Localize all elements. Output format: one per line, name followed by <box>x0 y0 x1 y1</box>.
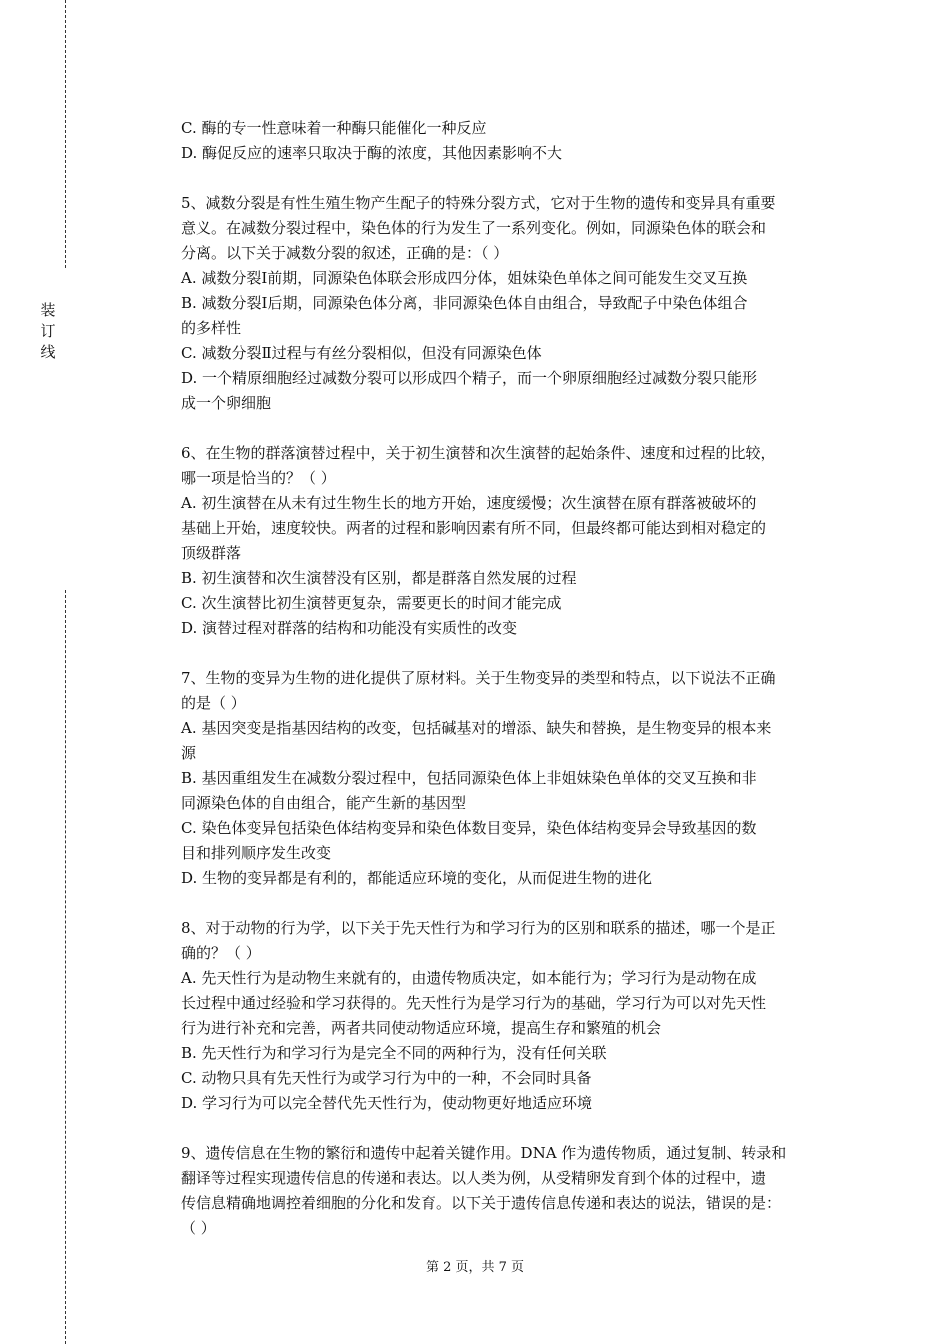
binding-char: 装 <box>40 301 56 319</box>
question-7 <box>181 666 841 891</box>
option-line: A. 初生演替在从未有过生物生长的地方开始，速度缓慢；次生演替在原有群落被破坏的 <box>181 494 757 512</box>
question-stem-line: 分离。以下关于减数分裂的叙述，正确的是：（ ） <box>181 244 509 262</box>
option-line: 目和排列顺序发生改变 <box>181 844 332 862</box>
option-line: 成一个卵细胞 <box>181 394 272 412</box>
option-line: B. 初生演替和次生演替没有区别，都是群落自然发展的过程 <box>181 569 577 587</box>
option-line: B. 减数分裂Ⅰ后期，同源染色体分离，非同源染色体自由组合，导致配子中染色体组合 <box>181 294 748 312</box>
option-line: 顶级群落 <box>181 544 242 562</box>
question-stem-line: 5、减数分裂是有性生殖生物产生配子的特殊分裂方式，它对于生物的遗传和变异具有重要 <box>181 194 776 212</box>
option-line: A. 先天性行为是动物生来就有的，由遗传物质决定，如本能行为；学习行为是动物在成 <box>181 969 757 987</box>
option-line: 基础上开始，速度较快。两者的过程和影响因素有所不同，但最终都可能达到相对稳定的 <box>181 519 767 537</box>
option-line: C. 减数分裂Ⅱ过程与有丝分裂相似，但没有同源染色体 <box>181 344 542 362</box>
option-line: 行为进行补充和完善，两者共同使动物适应环境，提高生存和繁殖的机会 <box>181 1019 662 1037</box>
option-line: A. 减数分裂Ⅰ前期，同源染色体联会形成四分体，姐妹染色单体之间可能发生交叉互换 <box>181 269 748 287</box>
option-line: C. 次生演替比初生演替更复杂，需要更长的时间才能完成 <box>181 594 562 612</box>
question-stem-line: 翻译等过程实现遗传信息的传递和表达。以人类为例，从受精卵发育到个体的过程中，遗 <box>181 1169 767 1187</box>
question-stem-line: 哪一项是恰当的？（ ） <box>181 469 336 487</box>
option-line: 同源染色体的自由组合，能产生新的基因型 <box>181 794 467 812</box>
option-line: 长过程中通过经验和学习获得的。先天性行为是学习行为的基础，学习行为可以对先天性 <box>181 994 767 1012</box>
question-stem-line: 8、对于动物的行为学，以下关于先天性行为和学习行为的区别和联系的描述，哪一个是正 <box>181 919 776 937</box>
question-stem-line: 9、遗传信息在生物的繁衍和遗传中起着关键作用。DNA 作为遗传物质，通过复制、转录和 <box>181 1144 787 1162</box>
binding-dashed-line-top <box>65 0 66 268</box>
option-line: 源 <box>181 744 197 762</box>
option-line: C. 染色体变异包括染色体结构变异和染色体数目变异，染色体结构变异会导致基因的数 <box>181 819 757 837</box>
question-stem-line: 6、在生物的群落演替过程中，关于初生演替和次生演替的起始条件、速度和过程的比较， <box>181 444 776 462</box>
option-line: C. 酶的专一性意味着一种酶只能催化一种反应 <box>181 119 487 137</box>
question-stem-line: 意义。在减数分裂过程中，染色体的行为发生了一系列变化。例如，同源染色体的联会和 <box>181 219 767 237</box>
question-stem-line: 的是（ ） <box>181 694 246 712</box>
option-line: 的多样性 <box>181 319 242 337</box>
binding-line-label <box>38 300 58 363</box>
exam-content <box>181 116 841 1266</box>
question-stem-line: （ ） <box>181 1219 216 1237</box>
question-stem-line: 确的？（ ） <box>181 944 261 962</box>
option-line: D. 一个精原细胞经过减数分裂可以形成四个精子，而一个卵原细胞经过减数分裂只能形 <box>181 369 758 387</box>
option-line: A. 基因突变是指基因结构的改变，包括碱基对的增添、缺失和替换，是生物变异的根本来 <box>181 719 772 737</box>
option-line: D. 生物的变异都是有利的，都能适应环境的变化，从而促进生物的进化 <box>181 869 653 887</box>
question-8 <box>181 916 841 1116</box>
question-stem-line: 传信息精确地调控着细胞的分化和发育。以下关于遗传信息传递和表达的说法，错误的是： <box>181 1194 782 1212</box>
question-9 <box>181 1141 841 1241</box>
page-number-footer: 第 2 页，共 7 页 <box>425 1260 525 1275</box>
binding-char: 线 <box>40 343 56 361</box>
binding-dashed-line-bottom <box>65 590 66 1344</box>
question-4-tail <box>181 116 841 166</box>
question-6 <box>181 441 841 641</box>
option-line: D. 学习行为可以完全替代先天性行为，使动物更好地适应环境 <box>181 1094 593 1112</box>
question-5 <box>181 191 841 416</box>
option-line: D. 演替过程对群落的结构和功能没有实质性的改变 <box>181 619 518 637</box>
binding-char: 订 <box>40 322 56 340</box>
option-line: B. 基因重组发生在减数分裂过程中，包括同源染色体上非姐妹染色单体的交叉互换和非 <box>181 769 757 787</box>
option-line: B. 先天性行为和学习行为是完全不同的两种行为，没有任何关联 <box>181 1044 607 1062</box>
option-line: C. 动物只具有先天性行为或学习行为中的一种，不会同时具备 <box>181 1069 592 1087</box>
option-line: D. 酶促反应的速率只取决于酶的浓度，其他因素影响不大 <box>181 144 563 162</box>
question-stem-line: 7、生物的变异为生物的进化提供了原材料。关于生物变异的类型和特点，以下说法不正确 <box>181 669 776 687</box>
